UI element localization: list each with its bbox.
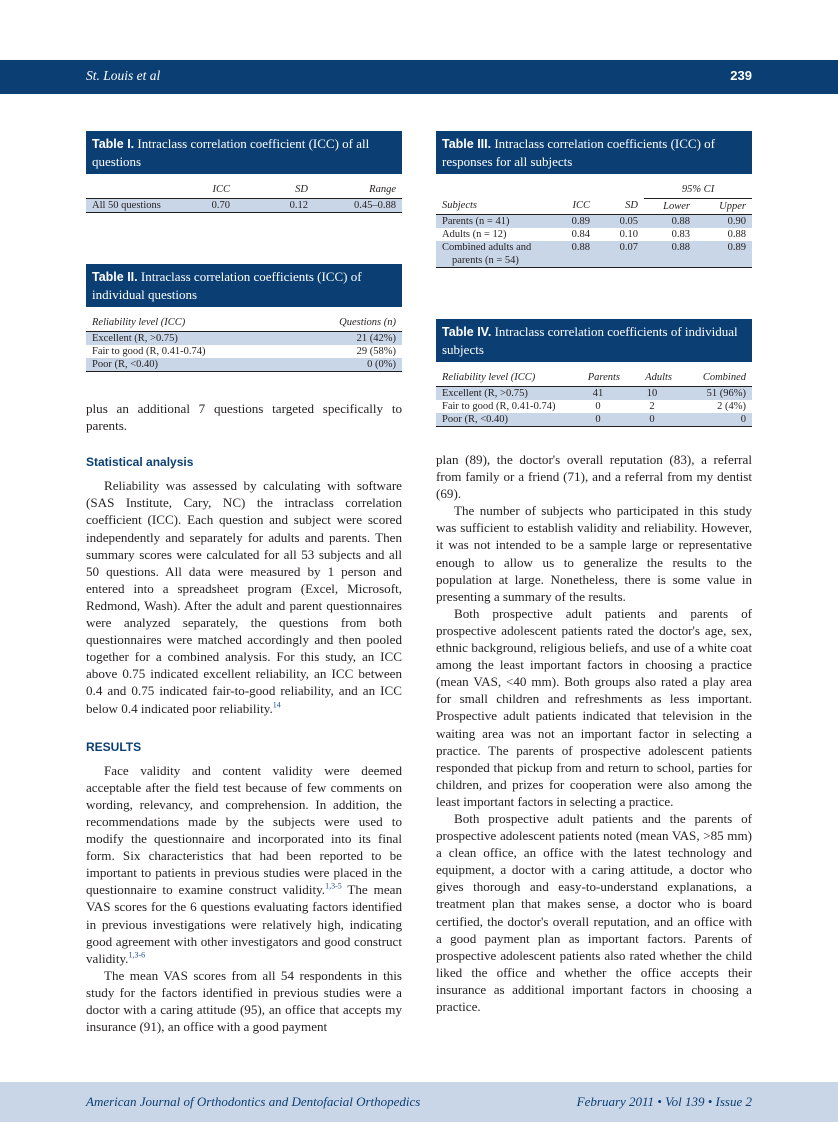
results-paragraph-1: Face validity and content validity were deemed acceptable after the field test because of few comments on wording, relevancy, and comprehension. In addition, the recommendations made by the subjects were used to modify the questionnaire and incorporated into its final form. Six characteristics that had been reported to be important to patients in previous studies were placed in the questionnaire to examine construct validity.$^{1,3-5}$ The mean VAS scores for the 6 questions evaluating factors identified in previous investigations were relatively high, indicating good agreement with other investigators and good construct validity.$^{1,3-6}$ — [86, 762, 402, 966]
table-4-header-level: Reliability level (ICC) — [436, 370, 570, 386]
table-row: Excellent (R, >0.75) 21 (42%) — [86, 331, 402, 345]
table-1-header-sd: SD — [236, 182, 314, 198]
running-header — [0, 60, 838, 94]
issue-info: February 2011 • Vol 139 • Issue 2 — [576, 1094, 752, 1109]
table-1-title: Table I. Intraclass correlation coefficient (ICC) of all questions — [86, 131, 402, 174]
continued-paragraph: plan (89), the doctor's overall reputation (83), a referral from family or a friend (71), and a referral from my dentist (69). — [436, 452, 752, 502]
table-row: Adults (n = 12) 0.84 0.10 0.83 0.88 — [442, 228, 746, 240]
table-4-title: Table IV. Intraclass correlation coefficients of individual subjects — [436, 319, 752, 362]
table-3 — [436, 131, 752, 268]
table-row: Poor (R, <0.40) 0 (0%) — [86, 358, 402, 372]
table-3-header-subjects: Subjects — [436, 198, 554, 214]
right-column — [436, 451, 752, 1015]
table-row: Fair to good (R, 0.41-0.74) 0 2 2 (4%) — [442, 400, 746, 412]
table-1-grid — [86, 182, 402, 213]
table-2-grid — [86, 315, 402, 372]
table-row: Poor (R, <0.40) 0 0 0 — [436, 413, 752, 427]
table-1-header-range: Range — [314, 182, 402, 198]
most-important-paragraph: Both prospective adult patients and the parents of prospective adolescent patients noted (mean VAS, >85 mm) a clean office, an office with the latest technology and equipment, a doctor with a caring attitude, a doctor who gives thorough and easy-to-understand explanations, a treatment plan that makes sense, a doctor who is board certified, the doctor's overall reputation, and an office with a good payment plan as important factors. Parents of prospective adolescent patients also rated whether the child liked the office and whether the office accepts their insurance as additional important factors in choosing a practice. — [436, 810, 752, 1014]
statistical-analysis-heading: Statistical analysis — [86, 455, 194, 470]
table-2-header-level: Reliability level (ICC) — [86, 315, 290, 331]
table-1 — [86, 131, 402, 213]
sample-size-paragraph: The number of subjects who participated in this study was sufficient to establish validity and reliability. However, it was not intended to be a sample large or representative enough to allow us to generalize the results to the population at large. Nonetheless, there is some value in presenting a summary of the results. — [436, 503, 752, 604]
intro-paragraph: plus an additional 7 questions targeted specifically to parents. — [86, 401, 402, 434]
statistical-analysis-paragraph: Reliability was assessed by calculating with software (SAS Institute, Cary, NC) the intraclass correlation coefficient (ICC). Each question and subject were scored independently and separately for adults and parents. Then summary scores were calculated for all 53 subjects and all 50 questions. All data were measured by 1 person and entered into a spreadsheet program (Excel, Microsoft, Redmond, Wash). After the adult and parent questionnaires were analyzed separately, the questions from both questionnaires were matched accordingly and then pooled together for a combined analysis. For this study, an ICC above 0.75 indicated excellent reliability, an ICC between 0.4 and 0.75 indicated fair-to-good reliability, and an ICC below 0.4 indicated poor reliability.$^{14}$ — [86, 478, 402, 716]
table-2-title: Table II. Intraclass correlation coefficients (ICC) of individual questions — [86, 264, 402, 307]
table-4 — [436, 319, 752, 427]
running-footer — [0, 1082, 838, 1122]
journal-name: American Journal of Orthodontics and Dentofacial Orthopedics — [86, 1094, 421, 1109]
table-3-title: Table III. Intraclass correlation coefficients (ICC) of responses for all subjects — [436, 131, 752, 174]
table-2 — [86, 264, 402, 372]
table-row: parents (n = 54) — [436, 254, 752, 268]
table-row: All 50 questions 0.70 0.12 0.45–0.88 — [86, 198, 402, 212]
table-4-grid: Reliability level (ICC) Parents Adults Combined Excellent (R, >0.75) 41 10 51 (96%) Fair to good (R, 0.41-0.74) 0 2 2 (4%) Poor (R, <0.40) 0 0 0 — [436, 370, 752, 427]
least-important-paragraph: Both prospective adult patients and parents of prospective adolescent patients rated the doctor's age, sex, ethnic background, religious beliefs, and use of a white coat among the least important factors in choosing a practice (mean VAS, <40 mm). Both groups also rated a play area for small children and refreshments as less important. Prospective adult patients indicated that television in the waiting area was not an important factor in selecting a practice. The parents of prospective adolescent patients responded that pickup from and return to school, parties for children, and prizes for cooperation were also among the least important factors in selecting a practice. — [436, 605, 752, 809]
table-3-ci-header: 95% CI — [644, 182, 752, 198]
results-paragraph-2: The mean VAS scores from all 54 respondents in this study for the factors identified in previous studies were a doctor with a caring attitude (95), an office that accepts my insurance (91), an office with a good payment — [86, 967, 402, 1035]
table-row: Excellent (R, >0.75) 41 10 51 (96%) — [436, 386, 752, 400]
page-number: 239 — [730, 68, 752, 83]
table-2-header-questions: Questions (n) — [290, 315, 402, 331]
table-1-header-icc: ICC — [190, 182, 236, 198]
table-3-grid: 95% CI Subjects ICC SD Lower Upper Parents (n = 41) 0.89 0.05 0.88 0.90 Adults (n = 12) 0.84 0.10 0.83 0.88 Combined adults and 0.88 0.07 0.88 0.89 parents (n = 54) — [436, 182, 752, 268]
table-row: Combined adults and 0.88 0.07 0.88 0.89 — [436, 241, 752, 254]
running-header-authors: St. Louis et al — [86, 68, 161, 83]
results-heading: RESULTS — [86, 739, 142, 754]
left-column — [86, 400, 402, 1035]
table-row: Parents (n = 41) 0.89 0.05 0.88 0.90 — [436, 214, 752, 228]
table-row: Fair to good (R, 0.41-0.74) 29 (58%) — [92, 345, 396, 357]
